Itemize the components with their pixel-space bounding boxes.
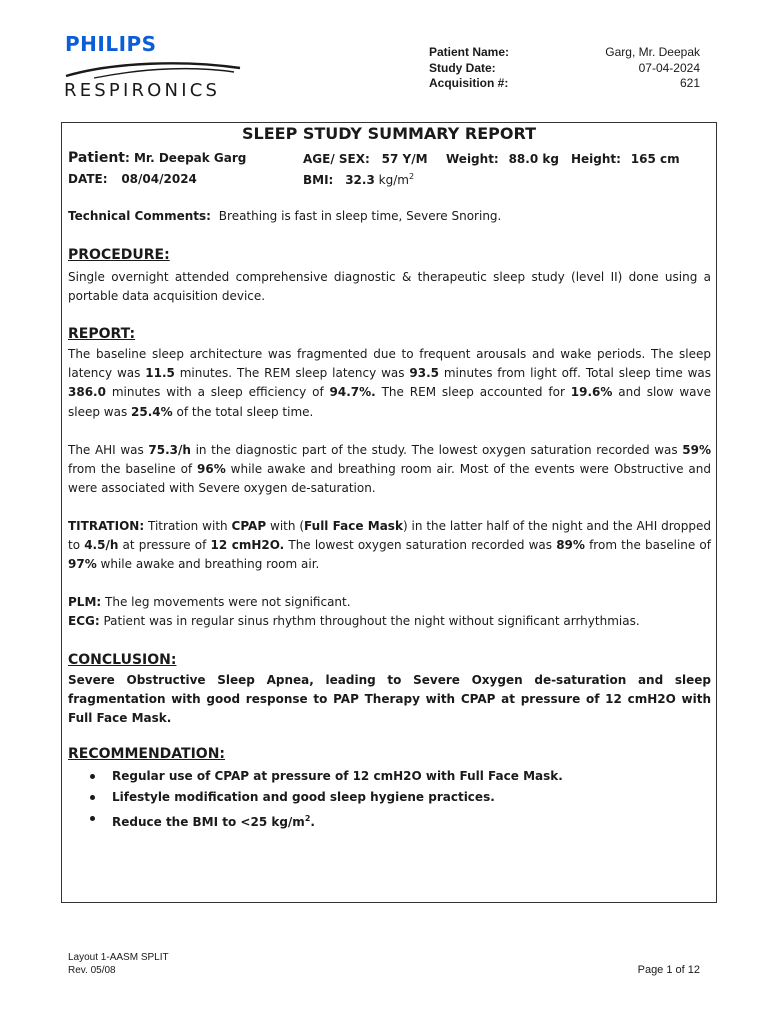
p1-text-4: minutes with a sleep efficiency of <box>105 385 330 400</box>
baseline-spo2-value: 96% <box>197 462 226 477</box>
plm-label: PLM: <box>68 595 102 609</box>
titration-lowest-spo2: 89% <box>556 538 585 553</box>
height <box>571 152 680 166</box>
titration-text-6: from the baseline of <box>584 538 711 553</box>
conclusion-text: Severe Obstructive Sleep Apnea, leading to Severe Oxygen de-saturation and sleep fragmentation with good response to PAP Therapy with CPAP at pressure of 12 cmH2O with Full Face Mask. <box>68 673 711 726</box>
conclusion-heading: CONCLUSION: <box>68 652 177 668</box>
acquisition-label: Acquisition #: <box>429 76 509 90</box>
footer-left <box>68 951 169 977</box>
technical-comments <box>68 209 501 223</box>
footer-layout: Layout 1-AASM SPLIT <box>68 952 169 963</box>
patient-line <box>68 150 246 166</box>
date-line <box>68 172 197 186</box>
titration-text-1: Titration with <box>144 519 232 533</box>
p1-text-3: minutes from light off. Total sleep time was <box>439 366 711 381</box>
bmi-value: 32.3 <box>345 173 375 187</box>
bullet-icon <box>90 774 95 779</box>
acquisition-value: 621 <box>679 76 700 90</box>
titration-label: TITRATION: <box>68 519 145 533</box>
p2-text-3: from the baseline of <box>68 462 198 477</box>
bmi-line <box>303 172 414 187</box>
p1-text-2: minutes. The REM sleep latency was <box>174 366 410 381</box>
recommendation-tail: . <box>310 815 315 829</box>
p2-text-4: while awake and breathing room air. Most of the events were Obstructive and were associated with Severe oxygen de-saturation. <box>68 462 711 496</box>
footer-page: Page 1 of 12 <box>637 964 700 976</box>
bullet-icon <box>90 816 95 821</box>
patient-name-label: Patient Name: <box>429 45 510 59</box>
study-date-label: Study Date: <box>429 60 496 75</box>
titration-pressure-value: 12 cmH2O. <box>210 538 285 553</box>
footer-rev: Rev. 05/08 <box>68 965 116 976</box>
recommendation-sup: 2 <box>304 814 311 823</box>
date-label: DATE: <box>68 172 108 186</box>
bmi-unit: kg/m <box>378 173 409 187</box>
ecg-line <box>68 612 711 631</box>
titration-text-4: at pressure of <box>118 538 211 553</box>
rem-latency-value: 93.5 <box>409 366 439 381</box>
titration-paragraph <box>68 517 711 575</box>
header-values <box>605 45 700 92</box>
tech-comments-text: Breathing is fast in sleep time, Severe Snoring. <box>218 209 502 223</box>
titration-ahi-value: 4.5/h <box>84 538 119 553</box>
report-paragraph-2 <box>68 441 711 499</box>
titration-text-7: while awake and breathing room air. <box>96 557 320 572</box>
titration-text-2: with ( <box>266 519 305 533</box>
weight-value: 88.0 kg <box>508 152 559 166</box>
p1-text-1: The baseline sleep architecture was fragmented due to frequent arousals and wake periods. The sleep latency was <box>68 347 711 381</box>
weight <box>446 152 559 166</box>
total-sleep-time-value: 386.0 <box>68 385 106 400</box>
report-paragraph-1 <box>68 345 711 422</box>
titration-text-5: The lowest oxygen saturation recorded was <box>284 538 557 553</box>
p2-text-1: The AHI was <box>68 443 149 457</box>
report-title: SLEEP STUDY SUMMARY REPORT <box>241 124 536 143</box>
report-heading: REPORT: <box>68 326 136 342</box>
logo-swoosh-icon <box>64 60 242 80</box>
weight-label: Weight: <box>446 152 499 166</box>
age-value: 57 Y/M <box>381 152 428 166</box>
age-label: AGE/ SEX: <box>303 152 370 166</box>
plm-line <box>68 593 711 612</box>
titration-mask: Full Face Mask <box>304 519 403 533</box>
recommendation-text: Lifestyle modification and good sleep hygiene practices. <box>112 790 495 804</box>
logo-brand: PHILIPS <box>65 32 157 56</box>
plm-text: The leg movements were not significant. <box>101 595 351 609</box>
procedure-text: Single overnight attended comprehensive diagnostic & therapeutic sleep study (level II) done using a portable data acquisition device. <box>68 270 711 304</box>
sleep-efficiency-value: 94.7%. <box>329 385 376 400</box>
recommendation-item <box>112 787 563 808</box>
logo-subbrand: RESPIRONICS <box>64 80 221 101</box>
patient-name-value: Garg, Mr. Deepak <box>605 45 700 59</box>
recommendation-item <box>112 808 563 829</box>
patient-value: : Mr. Deepak Garg <box>124 151 247 165</box>
p1-text-5: The REM sleep accounted for <box>375 385 571 400</box>
height-value: 165 cm <box>630 152 680 166</box>
recommendation-text: Regular use of CPAP at pressure of 12 cmH2O with Full Face Mask. <box>112 769 563 783</box>
header-labels <box>429 45 509 92</box>
tech-comments-label: Technical Comments: <box>68 209 211 223</box>
date-value: 08/04/2024 <box>121 172 197 186</box>
slow-wave-percent-value: 25.4% <box>131 404 173 419</box>
titration-baseline-spo2: 97% <box>68 557 97 572</box>
p1-text-7: of the total sleep time. <box>172 404 314 419</box>
patient-label: Patient <box>68 150 125 166</box>
bmi-label: BMI: <box>303 173 334 187</box>
height-label: Height: <box>571 152 621 166</box>
ecg-label: ECG: <box>68 614 100 628</box>
recommendation-item <box>112 766 563 787</box>
lowest-spo2-value: 59% <box>682 443 712 457</box>
bmi-unit-sup: 2 <box>408 172 415 181</box>
ahi-value: 75.3/h <box>148 443 191 457</box>
sleep-latency-value: 11.5 <box>145 366 175 381</box>
ecg-text: Patient was in regular sinus rhythm throughout the night without significant arrhythmias. <box>99 614 640 628</box>
rem-percent-value: 19.6% <box>570 385 613 400</box>
philips-respironics-logo <box>64 32 244 104</box>
p2-text-2: in the diagnostic part of the study. The lowest oxygen saturation recorded was <box>190 443 683 457</box>
recommendation-list <box>68 766 563 829</box>
titration-device: CPAP <box>231 519 267 533</box>
recommendation-heading: RECOMMENDATION: <box>68 746 226 762</box>
bullet-icon <box>90 795 95 800</box>
recommendation-text: Reduce the BMI to <25 kg/m <box>112 815 305 829</box>
age-sex <box>303 152 428 166</box>
study-date-value: 07-04-2024 <box>638 60 700 75</box>
titration-text-3: ) in the latter half of the night and the AHI dropped to <box>68 519 711 553</box>
p1-text-6: and slow wave sleep was <box>68 385 711 419</box>
procedure-heading: PROCEDURE: <box>68 247 170 263</box>
